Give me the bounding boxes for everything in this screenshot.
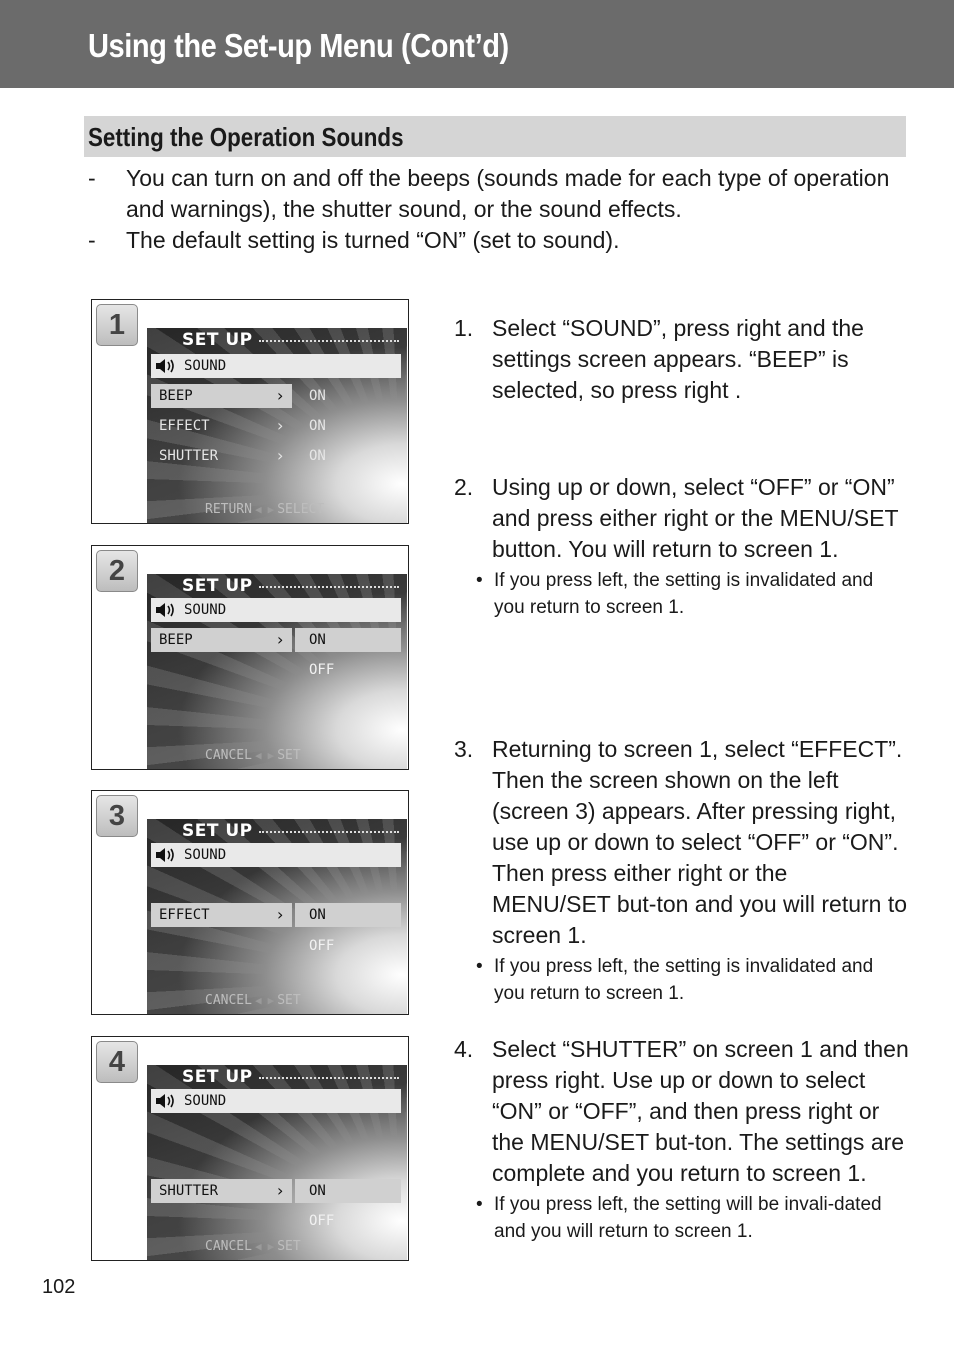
dash-marker: -: [88, 165, 96, 191]
right-arrow-icon: ▶: [267, 749, 275, 762]
lcd-footer: [205, 993, 301, 1008]
row-label: EFFECT: [159, 418, 210, 434]
step-note: [454, 567, 909, 621]
screen-number-badge: 1: [96, 304, 138, 346]
speaker-icon: [154, 602, 176, 618]
screen-panel-1: [91, 299, 409, 524]
option-off: OFF: [309, 1213, 335, 1229]
option-on: ON: [309, 632, 326, 648]
chevron-right-icon: ›: [277, 1181, 284, 1200]
step-note: [454, 953, 909, 1007]
sound-menu-bar: [151, 354, 401, 378]
title-dotted-line: [259, 831, 399, 833]
left-arrow-icon: ◀: [254, 994, 262, 1007]
right-arrow-icon: ▶: [267, 994, 275, 1007]
sound-menu-label: SOUND: [184, 1093, 227, 1109]
chevron-right-icon: ›: [277, 630, 284, 649]
step-number: 2.: [454, 474, 474, 500]
step-1: [454, 313, 909, 406]
footer-right-label: SELECT: [277, 502, 325, 517]
camera-lcd-screen: [147, 819, 407, 1014]
intro-item: [88, 225, 898, 256]
left-arrow-icon: ◀: [254, 1240, 262, 1253]
step-text: Using up or down, select “OFF” or “ON” and press either right or the MENU/SET button. You will return to screen 1.: [492, 474, 899, 562]
row-value: ON: [309, 448, 326, 464]
screen-number-badge: 4: [96, 1041, 138, 1083]
lcd-title: SET UP: [182, 330, 253, 350]
title-dotted-line: [259, 1077, 399, 1079]
step-text: Returning to screen 1, select “EFFECT”. Then the screen shown on the left (screen 3) appears. After pressing right, use up or down to select “OFF” or “ON”. Then press either right or the MENU/SET but-ton and you will return to screen 1.: [492, 736, 908, 948]
lcd-footer: [205, 502, 324, 517]
intro-text: You can turn on and off the beeps (sounds made for each type of operation and warnings), the shutter sound, or the sound effects.: [126, 165, 890, 222]
sound-menu-label: SOUND: [184, 602, 227, 618]
sound-menu-bar: [151, 1089, 401, 1113]
option-on: ON: [309, 907, 326, 923]
dash-marker: -: [88, 227, 96, 253]
screen-number-badge: 2: [96, 550, 138, 592]
screen-panel-3: [91, 790, 409, 1015]
page-title: Using the Set-up Menu (Cont’d): [88, 27, 509, 64]
screen-panel-4: [91, 1036, 409, 1261]
step-item: [454, 472, 909, 565]
step-note: [454, 1191, 909, 1245]
chevron-right-icon: ›: [277, 905, 284, 924]
chevron-right-icon: ›: [277, 386, 284, 405]
page-header: [0, 0, 954, 88]
step-item: [454, 734, 909, 951]
lcd-footer: [205, 748, 301, 763]
menu-row-beep: [151, 628, 401, 652]
step-text: Select “SOUND”, press right and the settings screen appears. “BEEP” is selected, so press right .: [492, 315, 864, 403]
row-value: ON: [309, 418, 326, 434]
speaker-icon: [154, 847, 176, 863]
step-item: [454, 1034, 909, 1189]
step-2: [454, 472, 909, 621]
chevron-right-icon: ›: [277, 416, 284, 435]
page-number: 102: [42, 1276, 76, 1298]
chevron-right-icon: ›: [277, 446, 284, 465]
screen-panel-2: [91, 545, 409, 770]
option-off: OFF: [309, 662, 335, 678]
camera-lcd-screen: [147, 1065, 407, 1260]
right-arrow-icon: ▶: [267, 1240, 275, 1253]
menu-row-beep: [151, 384, 401, 408]
speaker-icon: [154, 358, 176, 374]
menu-row-effect: [151, 414, 401, 438]
left-arrow-icon: ◀: [254, 503, 262, 516]
footer-left-label: CANCEL: [205, 1239, 252, 1254]
step-4: [454, 1034, 909, 1245]
menu-row-shutter: [151, 444, 401, 468]
lcd-title: SET UP: [182, 821, 253, 841]
row-label: BEEP: [159, 632, 193, 648]
row-label: SHUTTER: [159, 1183, 219, 1199]
lcd-title: SET UP: [182, 576, 253, 596]
sound-menu-bar: [151, 843, 401, 867]
speaker-icon: [154, 1093, 176, 1109]
sound-menu-label: SOUND: [184, 847, 227, 863]
footer-left-label: CANCEL: [205, 993, 252, 1008]
menu-row-effect: [151, 903, 401, 927]
bullet-marker: •: [476, 1194, 483, 1215]
camera-lcd-screen: [147, 574, 407, 769]
note-text: If you press left, the setting is invalidated and you return to screen 1.: [494, 956, 874, 1004]
row-value: ON: [309, 388, 326, 404]
row-label: BEEP: [159, 388, 193, 404]
step-3: [454, 734, 909, 1007]
intro-text: The default setting is turned “ON” (set to sound).: [126, 227, 620, 253]
footer-right-label: SET: [277, 1239, 301, 1254]
footer-left-label: RETURN: [205, 502, 252, 517]
footer-left-label: CANCEL: [205, 748, 252, 763]
step-number: 3.: [454, 736, 474, 762]
right-arrow-icon: ▶: [267, 503, 275, 516]
step-item: [454, 313, 909, 406]
footer-right-label: SET: [277, 993, 301, 1008]
title-dotted-line: [259, 586, 399, 588]
section-title: Setting the Operation Sounds: [88, 122, 404, 152]
option-off: OFF: [309, 938, 335, 954]
intro-list: [88, 163, 898, 256]
section-heading-bar: [84, 116, 906, 157]
row-label: EFFECT: [159, 907, 210, 923]
step-text: Select “SHUTTER” on screen 1 and then press right. Use up or down to select “ON” or “OFF”, and then press right or the MENU/SET but-ton. The settings are complete and you return to screen 1.: [492, 1036, 909, 1186]
left-arrow-icon: ◀: [254, 749, 262, 762]
menu-row-shutter: [151, 1179, 401, 1203]
step-number: 1.: [454, 315, 474, 341]
screen-number-badge: 3: [96, 795, 138, 837]
row-label: SHUTTER: [159, 448, 219, 464]
note-text: If you press left, the setting is invalidated and you return to screen 1.: [494, 570, 874, 618]
lcd-title: SET UP: [182, 1067, 253, 1087]
sound-menu-bar: [151, 598, 401, 622]
note-text: If you press left, the setting will be invali-dated and you will return to screen 1.: [494, 1194, 882, 1242]
sound-menu-label: SOUND: [184, 358, 227, 374]
step-number: 4.: [454, 1036, 474, 1062]
lcd-footer: [205, 1239, 301, 1254]
footer-right-label: SET: [277, 748, 301, 763]
bullet-marker: •: [476, 956, 483, 977]
bullet-marker: •: [476, 570, 483, 591]
camera-lcd-screen: [147, 328, 407, 523]
intro-item: [88, 163, 898, 225]
title-dotted-line: [259, 340, 399, 342]
option-on: ON: [309, 1183, 326, 1199]
